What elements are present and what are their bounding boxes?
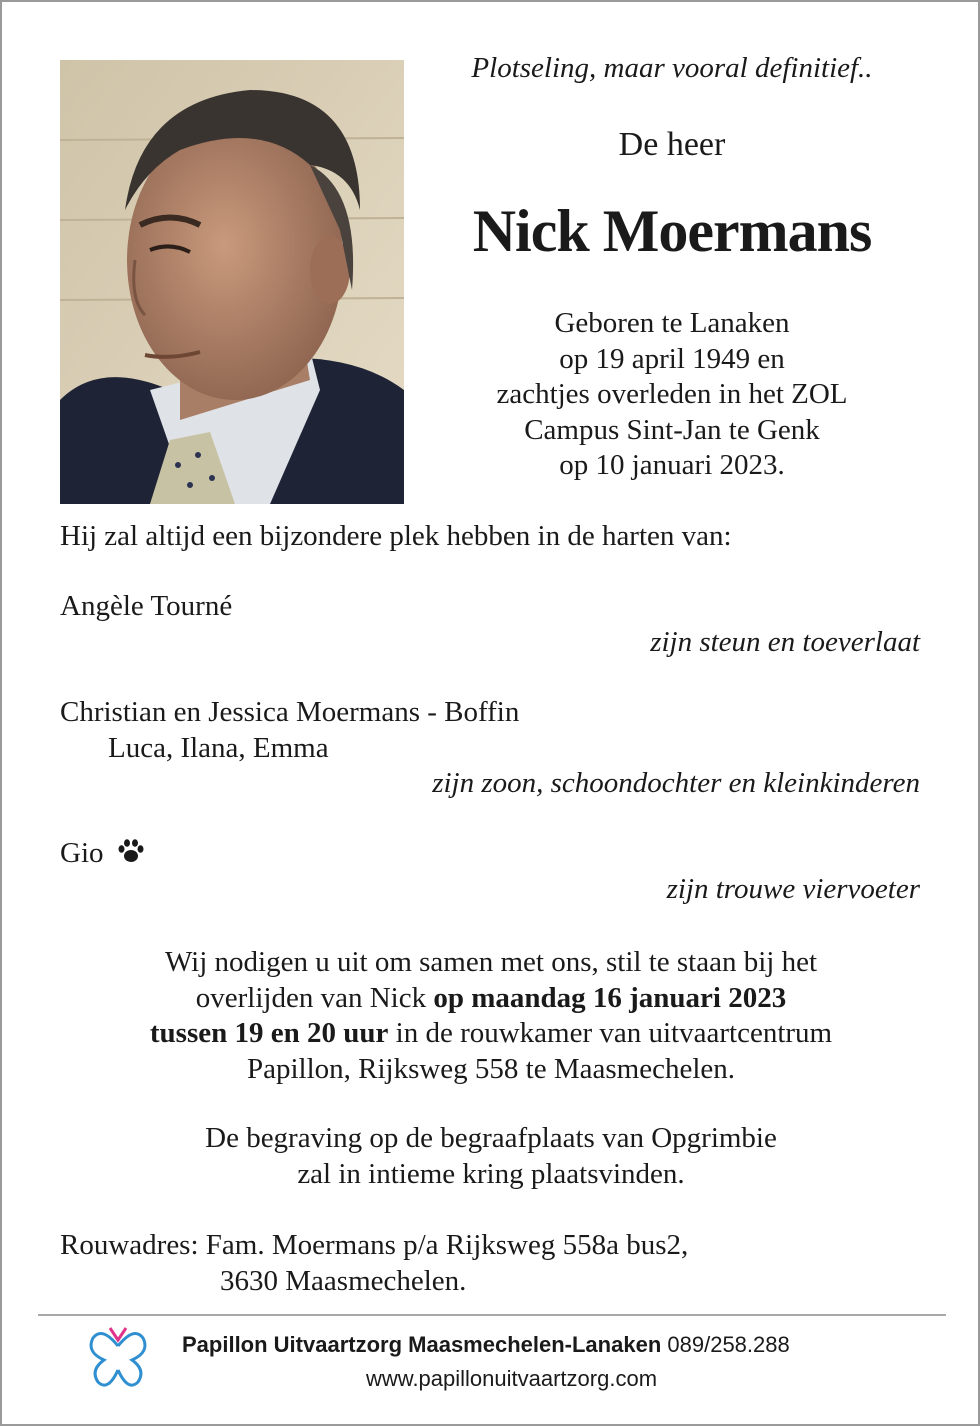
partner-role: zijn steun en toeverlaat bbox=[650, 626, 920, 658]
mourning-address-line: Rouwadres: Fam. Moermans p/a Rijksweg 558a bus2, bbox=[60, 1229, 689, 1261]
birth-line: Campus Sint-Jan te Genk bbox=[524, 413, 820, 446]
invitation-line bbox=[60, 981, 922, 1017]
pet-line bbox=[60, 837, 145, 872]
birth-line: Geboren te Lanaken bbox=[554, 307, 790, 339]
pet-role: zijn trouwe viervoeter bbox=[666, 873, 920, 905]
paw-icon bbox=[117, 838, 145, 872]
birth-line: op 10 januari 2023. bbox=[559, 449, 785, 481]
birth-line: op 19 april 1949 en bbox=[559, 342, 785, 375]
invitation-line: Papillon, Rijksweg 558 te Maasmechelen. bbox=[246, 1052, 736, 1085]
butterfly-icon bbox=[88, 1326, 148, 1397]
birth-line: zachtjes overleden in het ZOL bbox=[496, 378, 848, 410]
invitation-line: Wij nodigen u uit om samen met ons, stil te staan bij het bbox=[164, 946, 818, 978]
portrait-photo bbox=[60, 60, 404, 504]
deceased-name: Nick Moermans bbox=[472, 198, 872, 264]
footer-divider bbox=[38, 1314, 946, 1316]
company-name: Papillon Uitvaartzorg Maasmechelen-Lanaken bbox=[182, 1332, 662, 1357]
invitation-time: tussen 19 en 20 uur bbox=[149, 1017, 389, 1049]
partner-name: Angèle Tourné bbox=[60, 590, 233, 622]
burial-line: De begraving op de begraafplaats van Opgrimbie bbox=[205, 1122, 777, 1154]
birth-death-details bbox=[422, 306, 922, 484]
burial-text bbox=[60, 1121, 922, 1192]
son-names: Christian en Jessica Moermans - Boffin bbox=[60, 696, 520, 728]
invitation-text-part: in de rouwkamer van uitvaartcentrum bbox=[388, 1017, 833, 1049]
invitation-line bbox=[60, 1016, 922, 1052]
mourning-address-city: 3630 Maasmechelen. bbox=[220, 1265, 467, 1297]
invitation-text bbox=[60, 945, 922, 1087]
son-role: zijn zoon, schoondochter en kleinkinderen bbox=[432, 767, 920, 799]
honorific: De heer bbox=[618, 126, 726, 163]
burial-line: zal in intieme kring plaatsvinden. bbox=[297, 1157, 685, 1190]
footer-company-line bbox=[182, 1332, 790, 1358]
invitation-text-part: overlijden van Nick bbox=[195, 981, 434, 1014]
invitation-date: op maandag 16 januari 2023 bbox=[433, 981, 787, 1014]
company-phone: 089/258.288 bbox=[667, 1332, 790, 1357]
intro-text: Hij zal altijd een bijzondere plek hebben in de harten van: bbox=[60, 520, 732, 552]
pet-name: Gio bbox=[60, 837, 104, 869]
company-website[interactable]: www.papillonuitvaartzorg.com bbox=[366, 1366, 658, 1391]
grandchildren-names: Luca, Ilana, Emma bbox=[108, 732, 329, 764]
opening-quote: Plotseling, maar vooral definitief.. bbox=[471, 52, 873, 84]
